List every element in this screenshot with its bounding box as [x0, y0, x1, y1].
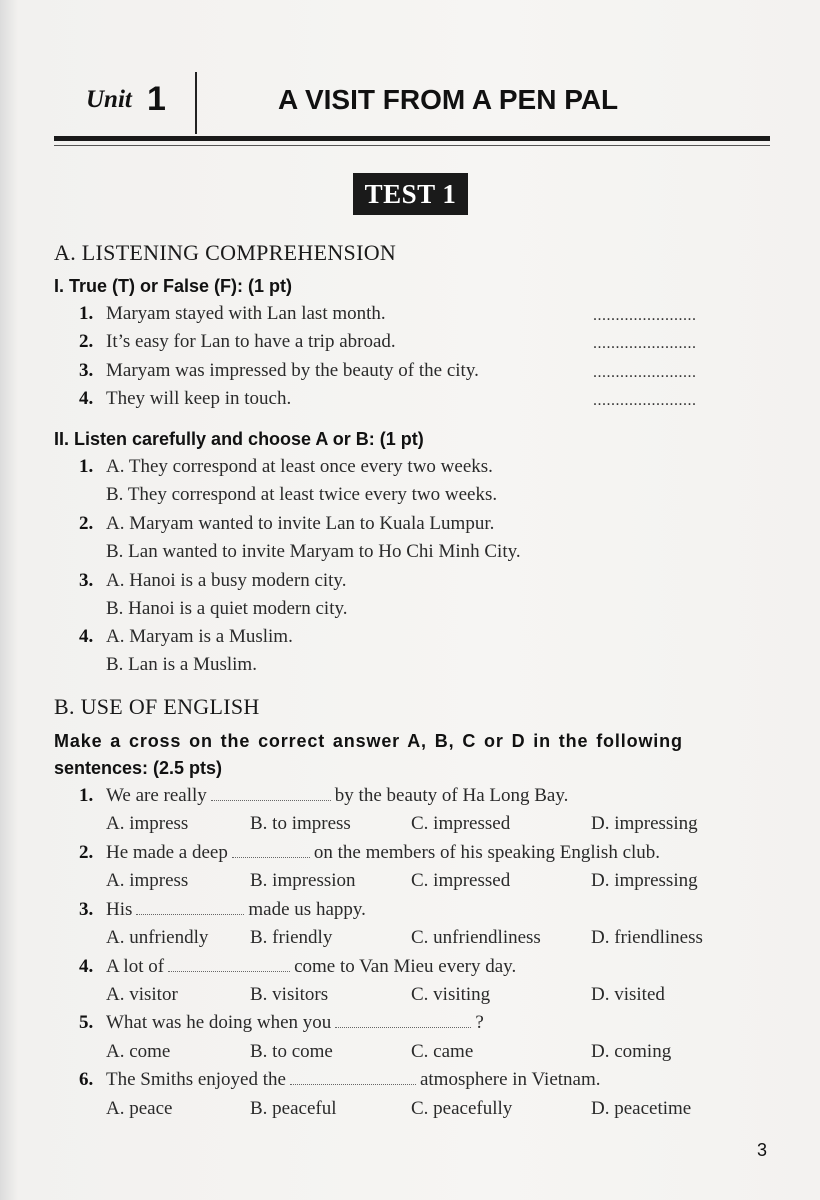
option-a[interactable]: A. impress — [106, 870, 189, 891]
item-text: Maryam stayed with Lan last month. — [106, 303, 386, 324]
answer-blank[interactable] — [335, 1013, 471, 1028]
question-text-after: atmosphere in Vietnam. — [419, 1069, 601, 1090]
answer-blank[interactable]: ....................... — [593, 364, 697, 381]
option-b[interactable]: B. to impress — [250, 813, 351, 834]
tf-item — [79, 360, 479, 382]
question — [79, 899, 366, 921]
option-b[interactable]: B. Lan wanted to invite Maryam to Ho Chi Minh City. — [106, 541, 521, 562]
unit-number: 1 — [147, 80, 166, 118]
option-b[interactable]: B. to come — [250, 1041, 333, 1062]
option-d[interactable]: D. visited — [591, 984, 665, 1005]
question-text-before: We are really — [106, 785, 207, 806]
option-c[interactable]: C. came — [411, 1041, 474, 1062]
option-c[interactable]: C. visiting — [411, 984, 491, 1005]
answer-blank[interactable] — [290, 1070, 416, 1085]
unit-label: Unit — [86, 86, 132, 113]
question-text-before: What was he doing when you — [106, 1012, 332, 1033]
option-a[interactable]: A. peace — [106, 1098, 173, 1119]
question-text-after: on the members of his speaking English club. — [313, 842, 661, 863]
answer-blank[interactable]: ....................... — [593, 335, 697, 352]
question-text-after: come to Van Mieu every day. — [294, 956, 517, 977]
option-b[interactable]: B. impression — [250, 870, 356, 891]
option-b[interactable]: B. peaceful — [250, 1098, 337, 1119]
item-number: 4. — [79, 626, 94, 647]
item-number: 2. — [79, 513, 94, 534]
item-number: 2. — [79, 331, 94, 352]
question-number: 2. — [79, 842, 94, 863]
option-b[interactable]: B. Lan is a Muslim. — [106, 654, 257, 675]
answer-blank[interactable] — [211, 786, 331, 801]
choice-item — [79, 513, 494, 535]
item-text: Maryam was impressed by the beauty of the city. — [106, 360, 479, 381]
tf-item — [79, 388, 291, 410]
item-number: 1. — [79, 303, 94, 324]
option-a[interactable]: A. Maryam is a Muslim. — [106, 626, 293, 647]
option-a[interactable]: A. unfriendly — [106, 927, 209, 948]
question-number: 6. — [79, 1069, 94, 1090]
option-c[interactable]: C. impressed — [411, 813, 511, 834]
section-a-title: A. LISTENING COMPREHENSION — [54, 240, 397, 265]
answer-blank[interactable]: ....................... — [593, 307, 697, 324]
question-number: 1. — [79, 785, 94, 806]
option-a[interactable]: A. Maryam wanted to invite Lan to Kuala Lumpur. — [106, 513, 495, 534]
instruction-line-2: sentences: (2.5 pts) — [54, 758, 223, 778]
question-number: 5. — [79, 1012, 94, 1033]
part2-title: II. Listen carefully and choose A or B: (1 pt) — [54, 429, 424, 449]
option-d[interactable]: D. coming — [591, 1041, 672, 1062]
question-number: 3. — [79, 899, 94, 920]
item-text: They will keep in touch. — [106, 388, 292, 409]
answer-blank[interactable] — [136, 900, 244, 915]
question-number: 4. — [79, 956, 94, 977]
option-a[interactable]: A. They correspond at least once every two weeks. — [106, 456, 493, 477]
instruction-line-1: Make a cross on the correct answer A, B, C or D in the following — [54, 731, 683, 751]
part1-title: I. True (T) or False (F): (1 pt) — [54, 276, 292, 296]
question-text-before: His — [106, 899, 133, 920]
option-d[interactable]: D. impressing — [591, 870, 698, 891]
option-a[interactable]: A. come — [106, 1041, 171, 1062]
option-b[interactable]: B. Hanoi is a quiet modern city. — [106, 598, 348, 619]
option-b[interactable]: B. They correspond at least twice every two weeks. — [106, 484, 498, 505]
test-badge: TEST 1 — [353, 173, 468, 215]
question — [79, 956, 516, 978]
header-divider — [195, 72, 197, 134]
option-c[interactable]: C. unfriendliness — [411, 927, 541, 948]
answer-blank[interactable] — [168, 957, 290, 972]
item-text: It’s easy for Lan to have a trip abroad. — [106, 331, 396, 352]
option-c[interactable]: C. impressed — [411, 870, 511, 891]
question — [79, 1069, 601, 1091]
option-a[interactable]: A. impress — [106, 813, 189, 834]
item-number: 3. — [79, 360, 94, 381]
question — [79, 785, 568, 807]
question-text-before: The Smiths enjoyed the — [106, 1069, 286, 1090]
item-number: 4. — [79, 388, 94, 409]
question-text-before: He made a deep — [106, 842, 228, 863]
page-number: 3 — [757, 1140, 768, 1160]
choice-item — [79, 626, 293, 648]
option-d[interactable]: D. impressing — [591, 813, 698, 834]
option-b[interactable]: B. friendly — [250, 927, 333, 948]
answer-blank[interactable] — [232, 843, 310, 858]
question-text-after: by the beauty of Ha Long Bay. — [334, 785, 569, 806]
item-number: 1. — [79, 456, 94, 477]
option-d[interactable]: D. friendliness — [591, 927, 703, 948]
tf-item — [79, 303, 386, 325]
question — [79, 842, 660, 864]
question — [79, 1012, 484, 1034]
question-text-before: A lot of — [106, 956, 165, 977]
question-text-after: ? — [475, 1012, 484, 1033]
header-rule-thick — [54, 136, 770, 141]
item-number: 3. — [79, 570, 94, 591]
option-b[interactable]: B. visitors — [250, 984, 329, 1005]
choice-item — [79, 570, 346, 592]
answer-blank[interactable]: ....................... — [593, 392, 697, 409]
option-c[interactable]: C. peacefully — [411, 1098, 513, 1119]
question-text-after: made us happy. — [248, 899, 366, 920]
option-a[interactable]: A. Hanoi is a busy modern city. — [106, 570, 347, 591]
option-a[interactable]: A. visitor — [106, 984, 178, 1005]
unit-title: A VISIT FROM A PEN PAL — [278, 84, 619, 115]
option-d[interactable]: D. peacetime — [591, 1098, 692, 1119]
section-b-title: B. USE OF ENGLISH — [54, 694, 260, 719]
tf-item — [79, 331, 396, 353]
choice-item — [79, 456, 493, 478]
header-rule-thin — [54, 145, 770, 146]
